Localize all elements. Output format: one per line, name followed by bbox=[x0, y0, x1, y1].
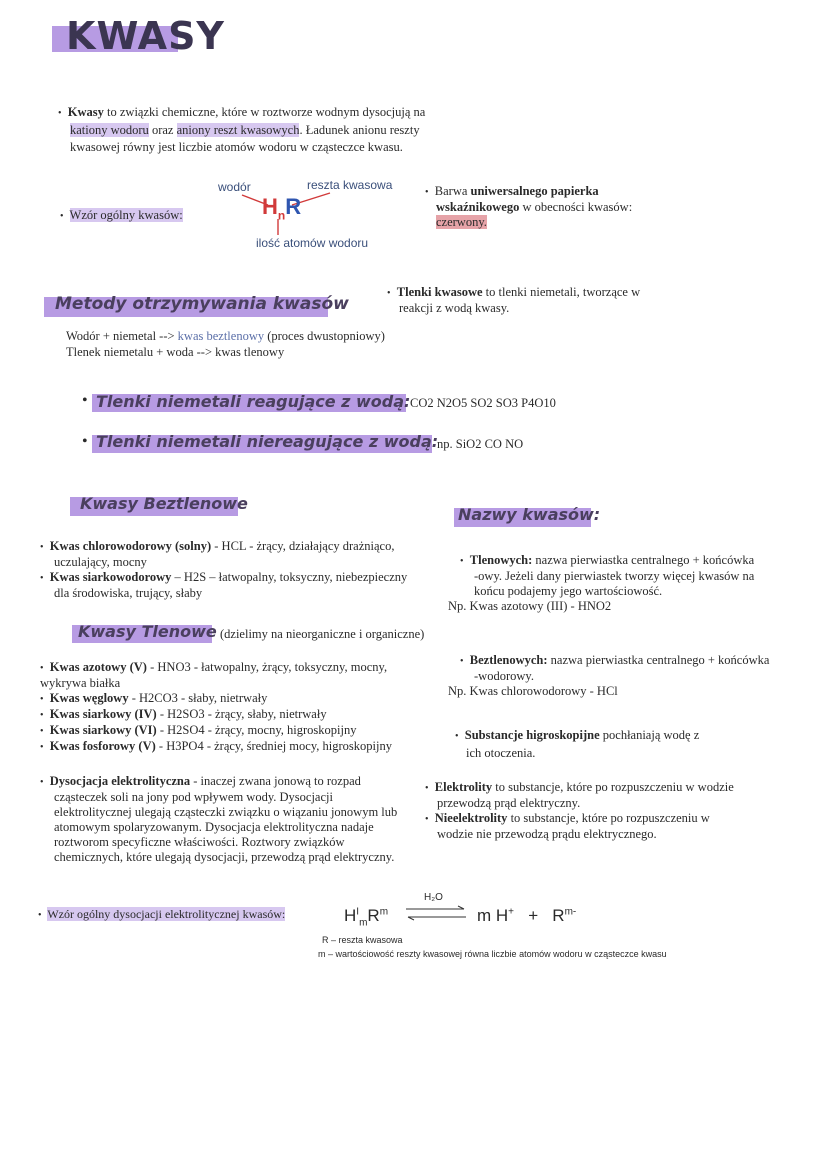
dysocjacja-paragraph: • Dysocjacja elektrolityczna - inaczej zwana jonową to rozpad cząsteczek soli na jony pod wpływem wody. Dysocjacji elektrolitycznej ulegają cząsteczki związku o wiązaniu jonowym lub atomowym spolaryzowanym. Dysocjacja elektrolityczna nadaje roztworom specyficzne właściwości. Roztwory związków chemicznych, które ulegają dysocjacji, przewodzą prąd elektryczny. bbox=[40, 774, 398, 864]
beztlenowe-heading: Kwasy Beztlenowe bbox=[80, 494, 248, 513]
dysocjacja-formula-right: m H+ + $R^{m-}$ bbox=[477, 906, 577, 925]
niereagujace-bullet: • bbox=[82, 433, 88, 450]
barwa-paragraph: • Barwa uniwersalnego papierka wskaźnikowego w obecności kwasów: czerwony. bbox=[425, 184, 633, 229]
elektrolity-paragraph: • Elektrolity to substancje, które po rozpuszczeniu w wodzie przewodzą prąd elektryczny. • Nieelektrolity to substancje, które po rozpuszczeniu w wodzie nie przewodzą prądu elektrycznego. bbox=[425, 780, 734, 841]
dysocjacja-formula-left: $H^I_mR^m$ bbox=[344, 906, 389, 929]
beztlenowe-list: • Kwas chlorowodorowy (solny) - HCL - żrący, działający drażniąco, uczulający, mocny • Kwas siarkowodorowy – H2S – łatwopalny, toksyczny, niebezpieczny dla środowiska, trujący, słaby bbox=[40, 539, 408, 600]
tlenowe-note: (dzielimy na nieorganiczne i organiczne) bbox=[220, 627, 425, 641]
dysocjacja-note-r: R – reszta kwasowa bbox=[322, 935, 403, 945]
nazwy-tlenowe: • Tlenowych: nazwa pierwiastka centralnego + końcówka -owy. Jeżeli dany pierwiastek tworzy więcej kwasów na końcu podajemy jego wartościowość. Np. Kwas azotowy (III) - HNO2 bbox=[448, 553, 755, 613]
reagujace-bullet: • bbox=[82, 392, 88, 409]
niereagujace-items: np. SiO2 CO NO bbox=[437, 437, 524, 451]
nazwy-beztlenowe: • Beztlenowych: nazwa pierwiastka centralnego + końcówka -wodorowy. Np. Kwas chlorowodorowy - HCl bbox=[448, 653, 770, 698]
tlenowe-heading: Kwasy Tlenowe bbox=[78, 622, 217, 641]
general-formula-label: • Wzór ogólny kwasów: bbox=[60, 208, 183, 222]
page-title: KWASY bbox=[66, 14, 225, 58]
metody-heading: Metody otrzymywania kwasów bbox=[55, 294, 349, 314]
formula-label-ilosc: ilość atomów wodoru bbox=[256, 236, 369, 250]
reagujace-items: CO2 N2O5 SO2 SO3 P4O10 bbox=[410, 396, 556, 410]
formula-label-wodor: wodór bbox=[218, 180, 251, 194]
metody-body: Wodór + niemetal --> kwas beztlenowy (proces dwustopniowy) Tlenek niemetalu + woda --> kwas tlenowy bbox=[66, 329, 385, 359]
formula-label-reszta: reszta kwasowa bbox=[307, 178, 393, 192]
water-label: H₂O bbox=[424, 892, 443, 903]
niereagujace-heading: Tlenki niemetali niereagujące z wodą: bbox=[96, 432, 439, 451]
nazwy-heading: Nazwy kwasów: bbox=[458, 505, 601, 524]
equilibrium-arrow bbox=[404, 905, 468, 921]
dysocjacja-note-m: m – wartościowość reszty kwasowej równa liczbie atomów wodoru w cząsteczce kwasu bbox=[318, 949, 667, 959]
tlenki-kwasowe-paragraph: • Tlenki kwasowe to tlenki niemetali, tworzące w reakcji z wodą kwasy. bbox=[387, 285, 641, 315]
reagujace-heading: Tlenki niemetali reagujące z wodą: bbox=[96, 392, 411, 411]
higro-paragraph: • Substancje higroskopijne pochłaniają wodę z ich otoczenia. bbox=[455, 728, 700, 760]
intro-paragraph: • Kwasy to związki chemiczne, które w roztworze wodnym dysocjują na kationy wodoru oraz aniony reszt kwasowych. Ładunek anionu reszty kwasowej równy jest liczbie atomów wodoru w cząsteczce kwasu. bbox=[58, 105, 426, 154]
tlenowe-list: • Kwas azotowy (V) - HNO3 - łatwopalny, żrący, toksyczny, mocny, wykrywa białka • Kwas węglowy - H2CO3 - słaby, nietrwały • Kwas siarkowy (IV) - H2SO3 - żrący, słaby, nietrwały • Kwas siarkowy (VI) - H2SO4 - żrący, mocny, higroskopijny • Kwas fosforowy (V) - H3PO4 - żrący, średniej mocy, higroskopijny bbox=[40, 660, 392, 753]
formula-hnr: $H_nR$ bbox=[262, 194, 302, 223]
wzor-dysocjacji-label: • Wzór ogólny dysocjacji elektrolitycznej kwasów: bbox=[38, 907, 286, 921]
